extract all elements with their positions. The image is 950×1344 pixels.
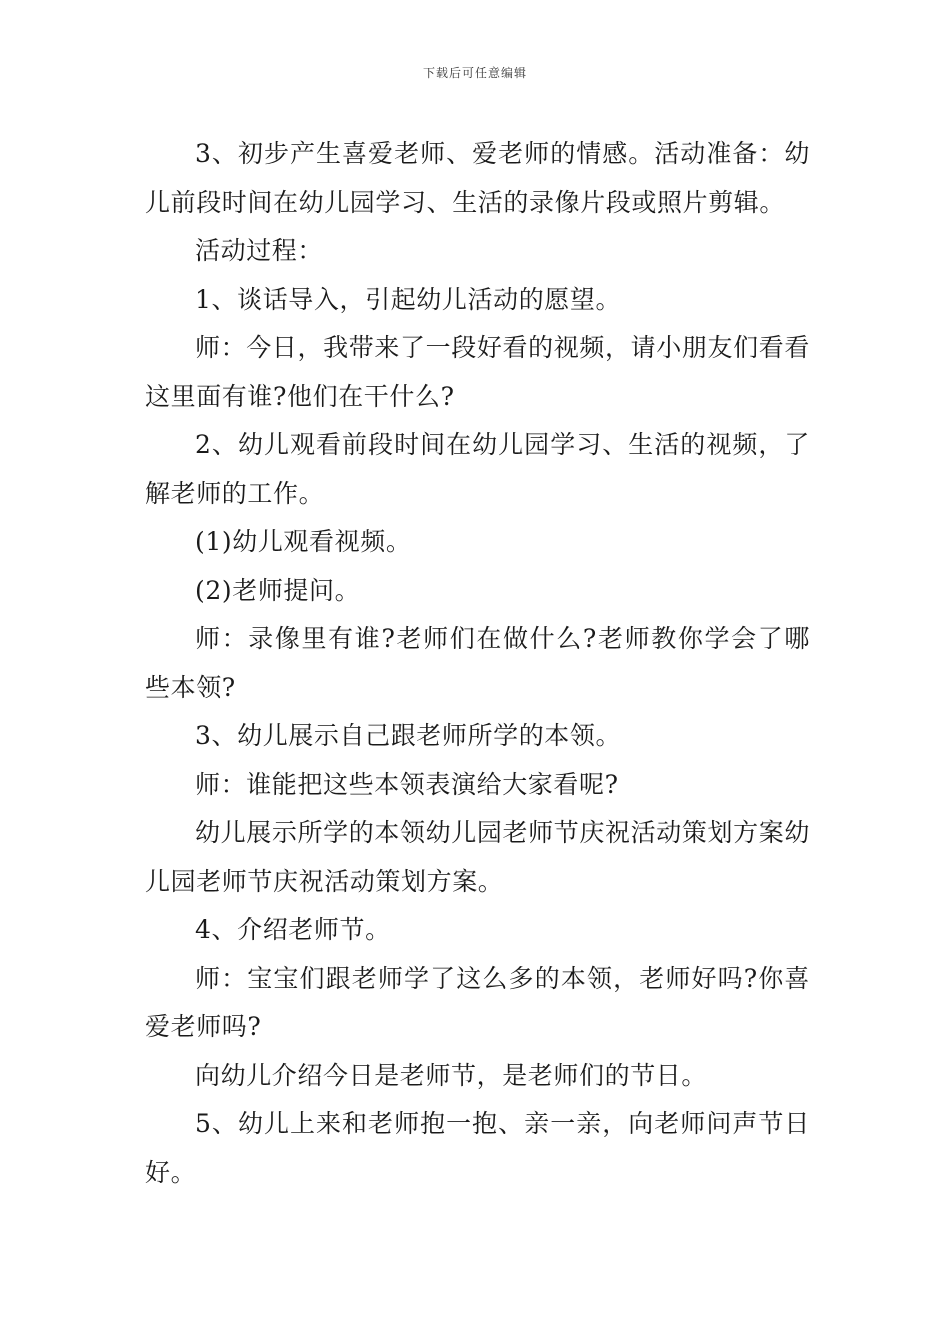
paragraph-substep-2: (2)老师提问。 [195,575,361,605]
paragraph-step-2: 2、幼儿观看前段时间在幼儿园学习、生活的视频，了解老师的工作。 [145,430,810,508]
paragraph-process-heading: 活动过程： [195,236,324,265]
paragraph-step-3: 3、幼儿展示自己跟老师所学的本领。 [195,721,622,750]
paragraph-substep-1: (1)幼儿观看视频。 [195,527,412,556]
paragraph-teacher-line-2: 师：录像里有谁?老师们在做什么?老师教你学会了哪些本领? [145,624,810,702]
paragraph-step-5: 5、幼儿上来和老师抱一抱、亲一亲，向老师问声节日好。 [145,1109,810,1187]
paragraph-step-1: 1、谈话导入，引起幼儿活动的愿望。 [195,284,622,314]
paragraph-teacher-line-1: 师：今日，我带来了一段好看的视频，请小朋友们看看这里面有谁?他们在干什么? [145,333,810,411]
paragraph-teacher-line-3: 师：谁能把这些本领表演给大家看呢? [195,769,619,799]
document-body [145,130,810,1197]
paragraph-step-4: 4、介绍老师节。 [195,915,391,944]
page-header-note: 下载后可任意编辑 [422,66,527,80]
paragraph-introduce-day: 向幼儿介绍今日是老师节，是老师们的节日。 [195,1060,708,1090]
paragraph-teacher-line-4: 师：宝宝们跟老师学了这么多的本领，老师好吗?你喜爱老师吗? [145,963,810,1041]
paragraph-goal-3: 3、初步产生喜爱老师、爱老师的情感。活动准备：幼儿前段时间在幼儿园学习、生活的录像片段或照片剪辑。 [145,139,810,217]
paragraph-children-show: 幼儿展示所学的本领幼儿园老师节庆祝活动策划方案幼儿园老师节庆祝活动策划方案。 [145,818,810,896]
